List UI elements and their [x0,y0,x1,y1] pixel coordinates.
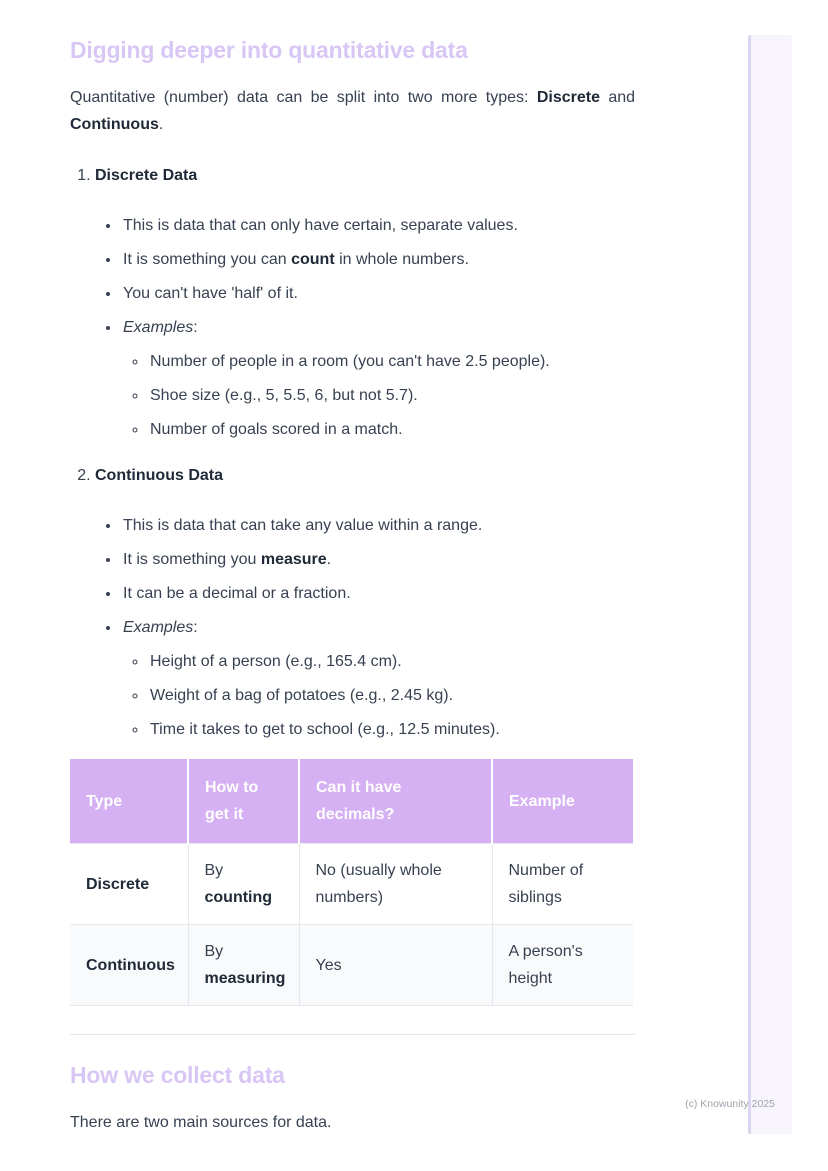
heading-how-we-collect-data: How we collect data [70,1062,285,1088]
data-types-table [70,759,633,1006]
cell-continuous-how: By measuring [188,925,299,1006]
continuous-data-title: Continuous Data [95,467,223,484]
footer-credit: (c) Knowunity 2025 [685,1098,775,1110]
example-item: ◦ Time it takes to get to school (e.g., 12.5 minutes). [148,716,635,743]
example-item: ◦ Number of goals scored in a match. [148,416,635,443]
bullet-item: • You can't have 'half' of it. [121,280,635,307]
bullet-item: • It is something you measure. [121,546,635,573]
example-item: ◦ Number of people in a room (you can't have 2.5 people). [148,348,635,375]
example-item: ◦ Shoe size (e.g., 5, 5.5, 6, but not 5.7). [148,382,635,409]
column-header-type: Type [70,759,188,844]
examples-label: Examples: [123,619,198,636]
examples-label: Examples: [123,319,198,336]
discrete-examples-list [123,348,635,443]
cell-continuous-type: Continuous [70,925,188,1006]
cell-discrete-how: By counting [188,844,299,925]
bullet-item: • It is something you can count in whole numbers. [121,246,635,273]
column-header-how-to-get-it: How to get it [188,759,299,844]
cell-discrete-example: Number of siblings [492,844,633,925]
data-types-list [70,164,635,743]
list-item-continuous [95,464,635,743]
bullet-item: • This is data that can only have certain, separate values. [121,212,635,239]
continuous-bullet-list [95,512,635,743]
table-row-discrete [70,844,633,925]
bullet-item-examples [121,614,635,743]
bullet-item-examples [121,314,635,443]
cell-discrete-decimals: No (usually whole numbers) [299,844,492,925]
column-header-decimals: Can it have decimals? [299,759,492,844]
page-edge-strip [748,35,792,1134]
list-item-discrete [95,164,635,443]
outro-paragraph: There are two main sources for data. [70,1114,332,1131]
discrete-data-title: Discrete Data [95,167,198,184]
column-header-example: Example [492,759,633,844]
continuous-examples-list [123,648,635,743]
section-divider [70,1034,635,1035]
table-header-row [70,759,633,844]
cell-discrete-type: Discrete [70,844,188,925]
cell-continuous-example: A person's height [492,925,633,1006]
table-row-continuous [70,925,633,1006]
intro-paragraph: Quantitative (number) data can be split into two more types: Discrete and Continuous. [70,89,636,133]
cell-continuous-decimals: Yes [299,925,492,1006]
bullet-item: • This is data that can take any value within a range. [121,512,635,539]
document-content [70,0,635,1136]
example-item: ◦ Height of a person (e.g., 165.4 cm). [148,648,635,675]
example-item: ◦ Weight of a bag of potatoes (e.g., 2.45 kg). [148,682,635,709]
heading-digging-deeper: Digging deeper into quantitative data [70,37,468,63]
discrete-bullet-list [95,212,635,443]
bullet-item: • It can be a decimal or a fraction. [121,580,635,607]
